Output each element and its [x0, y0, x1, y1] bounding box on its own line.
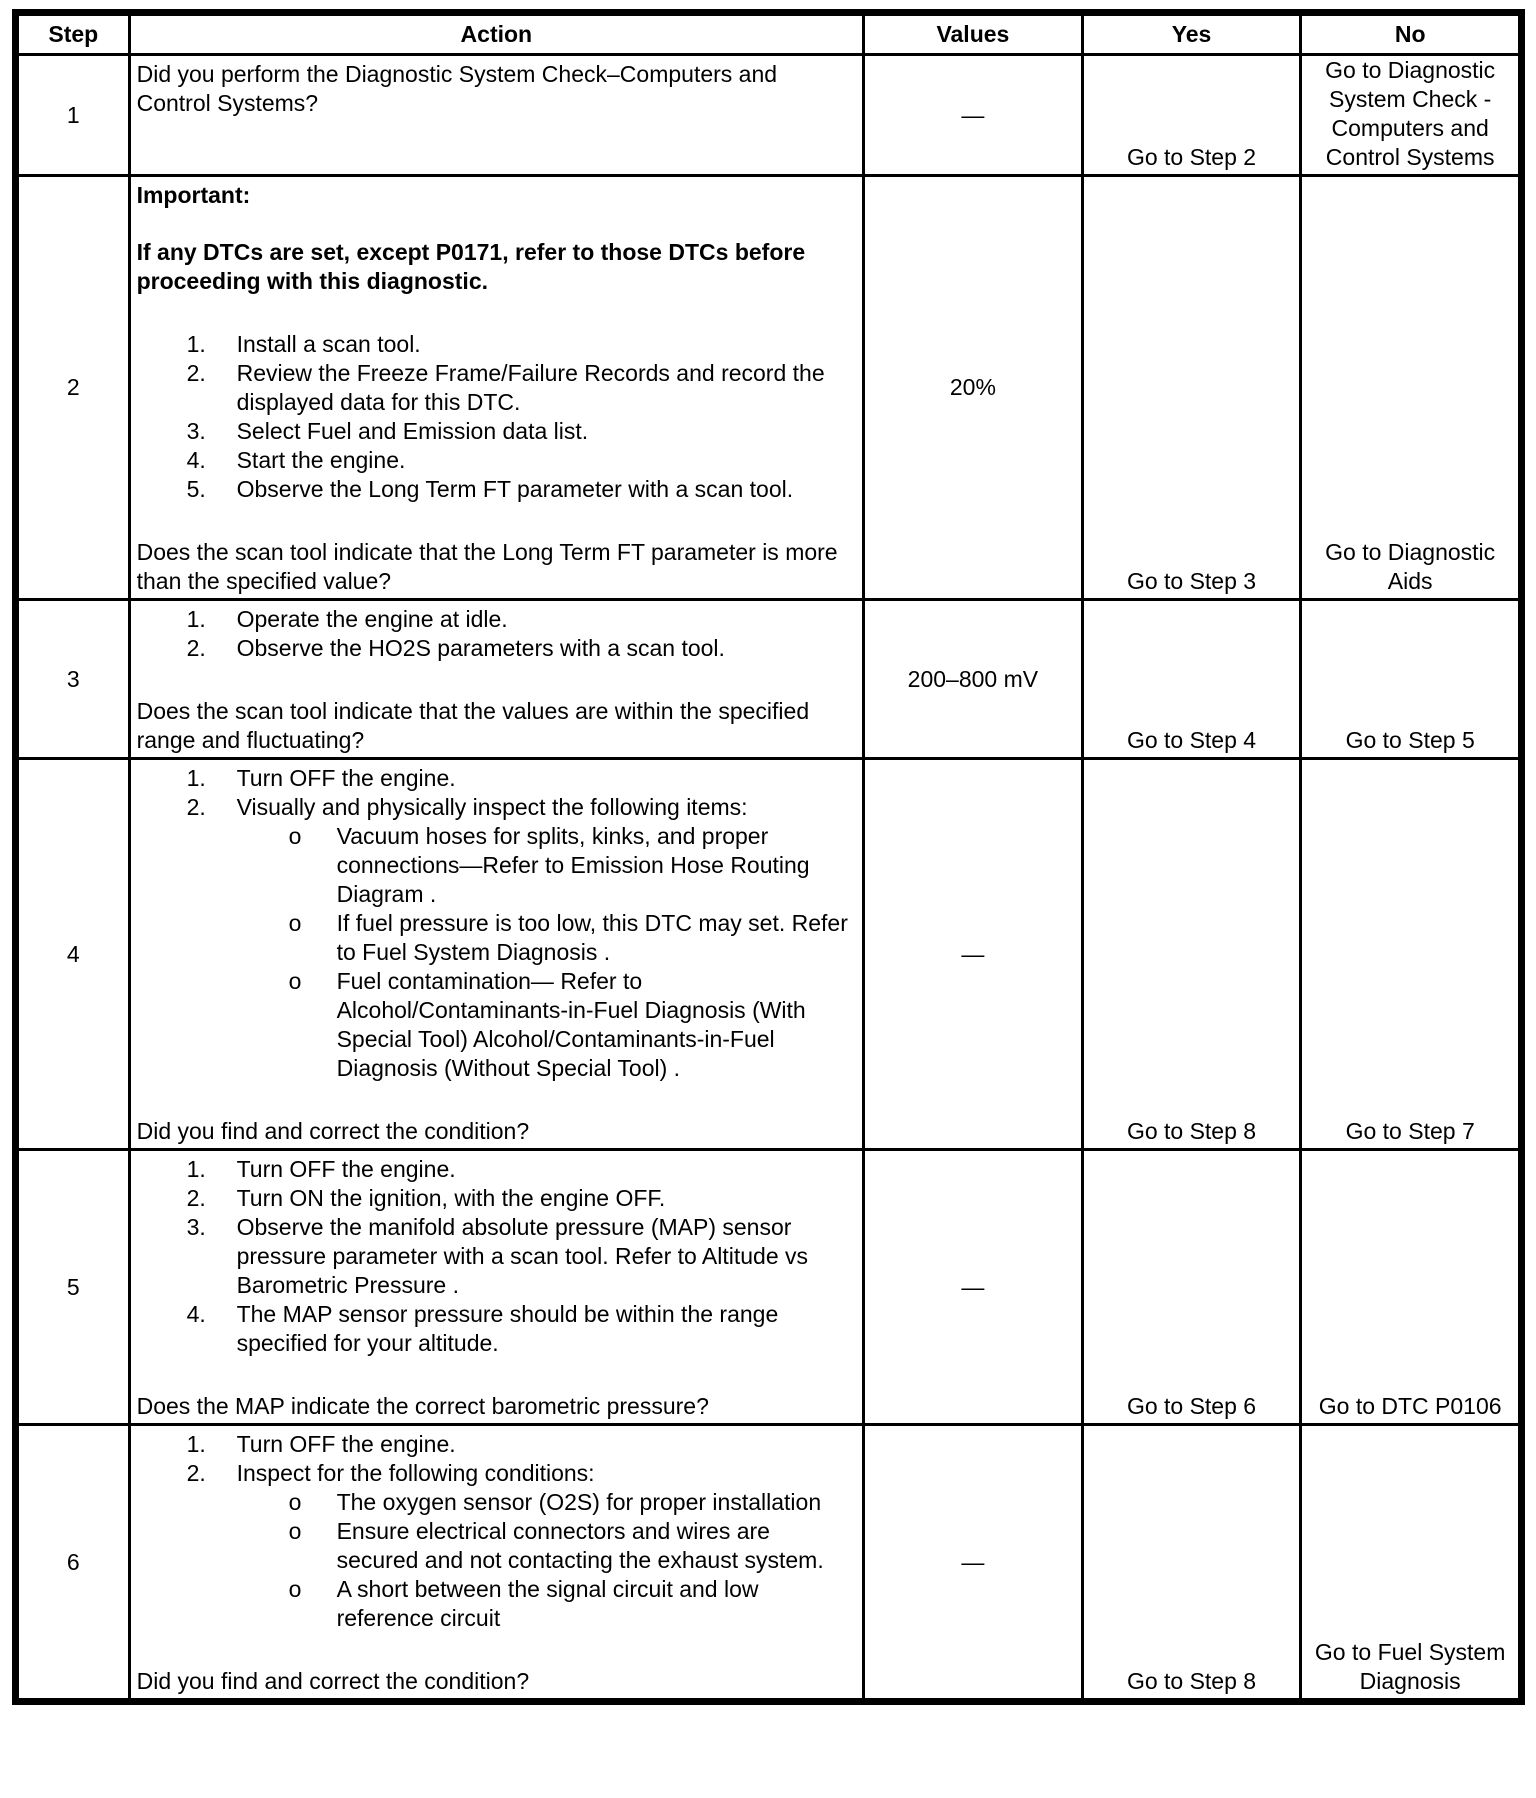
- value-cell: —: [864, 1425, 1083, 1700]
- table-row: [18, 55, 1520, 176]
- step-number: 4: [18, 759, 130, 1150]
- header-no: No: [1301, 15, 1520, 55]
- list-item: [137, 605, 856, 634]
- item-text: Review the Freeze Frame/Failure Records and record the displayed data for this DTC.: [236, 360, 825, 415]
- item-number: 2.: [186, 794, 206, 820]
- item-text: Inspect for the following conditions:: [236, 1460, 595, 1486]
- action-cell: [129, 176, 863, 600]
- no-cell: Go to Diagnostic System Check - Computers and Control Systems: [1301, 55, 1520, 176]
- list-item: [137, 1184, 856, 1213]
- header-yes: Yes: [1082, 15, 1301, 55]
- item-text: Turn OFF the engine.: [236, 1431, 456, 1457]
- item-text: The MAP sensor pressure should be within the range specified for your altitude.: [236, 1301, 779, 1356]
- sub-item: [137, 909, 856, 967]
- list-item: [137, 1459, 856, 1488]
- action-question: Does the scan tool indicate that the values are within the specified range and fluctuating?: [136, 698, 810, 753]
- list-item: [137, 1300, 856, 1358]
- action-cell: [129, 55, 863, 176]
- item-text: The oxygen sensor (O2S) for proper installation: [336, 1489, 822, 1515]
- item-text: Turn ON the ignition, with the engine OFF.: [236, 1185, 666, 1211]
- step-number: 6: [18, 1425, 130, 1700]
- item-text: Select Fuel and Emission data list.: [236, 418, 589, 444]
- important-label: Important:: [136, 182, 251, 208]
- value-cell: —: [864, 55, 1083, 176]
- list-item: [137, 330, 856, 359]
- no-cell: Go to Fuel System Diagnosis: [1301, 1425, 1520, 1700]
- value-cell: —: [864, 759, 1083, 1150]
- action-cell: [129, 1150, 863, 1425]
- table-row: [18, 1425, 1520, 1700]
- list-item: [137, 417, 856, 446]
- sub-list: [137, 1488, 856, 1633]
- bullet-marker: o: [288, 910, 302, 936]
- table-row: [18, 600, 1520, 759]
- bullet-marker: o: [288, 968, 302, 994]
- value-cell: 200–800 mV: [864, 600, 1083, 759]
- action-cell: [129, 600, 863, 759]
- procedure-list: [137, 1155, 856, 1358]
- item-text: Visually and physically inspect the following items:: [236, 794, 748, 820]
- item-text: If fuel pressure is too low, this DTC may set. Refer to Fuel System Diagnosis .: [336, 910, 848, 965]
- list-item: [137, 793, 856, 822]
- item-number: 1.: [186, 1431, 206, 1457]
- action-question: Does the MAP indicate the correct barometric pressure?: [136, 1393, 709, 1419]
- yes-cell: Go to Step 8: [1082, 1425, 1301, 1700]
- value-cell: —: [864, 1150, 1083, 1425]
- no-cell: Go to Diagnostic Aids: [1301, 176, 1520, 600]
- list-item: [137, 446, 856, 475]
- item-text: Install a scan tool.: [236, 331, 421, 357]
- diagnostic-table: [16, 13, 1521, 1701]
- step-number: 5: [18, 1150, 130, 1425]
- list-item: [137, 359, 856, 417]
- step-number: 2: [18, 176, 130, 600]
- list-item: [137, 764, 856, 793]
- action-question: Did you perform the Diagnostic System Check–Computers and Control Systems?: [136, 61, 778, 116]
- item-number: 4.: [186, 447, 206, 473]
- item-text: A short between the signal circuit and low reference circuit: [336, 1576, 759, 1631]
- no-cell: Go to DTC P0106: [1301, 1150, 1520, 1425]
- procedure-list: [137, 1430, 856, 1488]
- step-number: 1: [18, 55, 130, 176]
- bullet-marker: o: [288, 1518, 302, 1544]
- table-row: [18, 759, 1520, 1150]
- bullet-marker: o: [288, 823, 302, 849]
- list-item: [137, 1213, 856, 1300]
- sub-item: [137, 1575, 856, 1633]
- yes-cell: Go to Step 2: [1082, 55, 1301, 176]
- item-text: Vacuum hoses for splits, kinks, and proper connections—Refer to Emission Hose Routing Diagram .: [336, 823, 810, 907]
- list-item: [137, 1155, 856, 1184]
- sub-item: [137, 1488, 856, 1517]
- yes-cell: Go to Step 3: [1082, 176, 1301, 600]
- item-text: Observe the Long Term FT parameter with a scan tool.: [236, 476, 794, 502]
- diagnostic-table-container: [12, 9, 1525, 1705]
- procedure-list: [137, 330, 856, 504]
- header-action: Action: [129, 15, 863, 55]
- yes-cell: Go to Step 4: [1082, 600, 1301, 759]
- bullet-marker: o: [288, 1576, 302, 1602]
- yes-cell: Go to Step 6: [1082, 1150, 1301, 1425]
- item-text: Operate the engine at idle.: [236, 606, 508, 632]
- item-number: 2.: [186, 1460, 206, 1486]
- item-text: Observe the manifold absolute pressure (MAP) sensor pressure parameter with a scan tool. Refer to Altitude vs Barometric Pressure .: [236, 1214, 809, 1298]
- item-text: Turn OFF the engine.: [236, 1156, 456, 1182]
- table-row: [18, 1150, 1520, 1425]
- no-cell: Go to Step 7: [1301, 759, 1520, 1150]
- sub-list: [137, 822, 856, 1083]
- item-number: 4.: [186, 1301, 206, 1327]
- important-text: If any DTCs are set, except P0171, refer to those DTCs before proceeding with this diagnostic.: [136, 239, 806, 294]
- step-number: 3: [18, 600, 130, 759]
- item-text: Start the engine.: [236, 447, 406, 473]
- item-number: 1.: [186, 606, 206, 632]
- action-question: Did you find and correct the condition?: [136, 1668, 530, 1694]
- action-question: Did you find and correct the condition?: [136, 1118, 530, 1144]
- action-cell: [129, 759, 863, 1150]
- item-text: Ensure electrical connectors and wires are secured and not contacting the exhaust system.: [336, 1518, 824, 1573]
- item-number: 2.: [186, 360, 206, 386]
- procedure-list: [137, 605, 856, 663]
- list-item: [137, 1430, 856, 1459]
- header-values: Values: [864, 15, 1083, 55]
- item-text: Observe the HO2S parameters with a scan tool.: [236, 635, 725, 661]
- list-item: [137, 475, 856, 504]
- sub-item: [137, 1517, 856, 1575]
- header-row: [18, 15, 1520, 55]
- item-number: 2.: [186, 1185, 206, 1211]
- item-number: 1.: [186, 1156, 206, 1182]
- item-text: Turn OFF the engine.: [236, 765, 456, 791]
- bullet-marker: o: [288, 1489, 302, 1515]
- value-cell: 20%: [864, 176, 1083, 600]
- item-number: 3.: [186, 1214, 206, 1240]
- sub-item: [137, 967, 856, 1083]
- item-number: 5.: [186, 476, 206, 502]
- action-cell: [129, 1425, 863, 1700]
- item-text: Fuel contamination— Refer to Alcohol/Contaminants-in-Fuel Diagnosis (With Special Tool) Alcohol/Contaminants-in-Fuel Diagnosis (Without Special Tool) .: [336, 968, 806, 1081]
- item-number: 3.: [186, 418, 206, 444]
- item-number: 1.: [186, 331, 206, 357]
- list-item: [137, 634, 856, 663]
- action-question: Does the scan tool indicate that the Long Term FT parameter is more than the specified value?: [136, 539, 838, 594]
- table-row: [18, 176, 1520, 600]
- item-number: 1.: [186, 765, 206, 791]
- item-number: 2.: [186, 635, 206, 661]
- procedure-list: [137, 764, 856, 822]
- sub-item: [137, 822, 856, 909]
- no-cell: Go to Step 5: [1301, 600, 1520, 759]
- yes-cell: Go to Step 8: [1082, 759, 1301, 1150]
- header-step: Step: [18, 15, 130, 55]
